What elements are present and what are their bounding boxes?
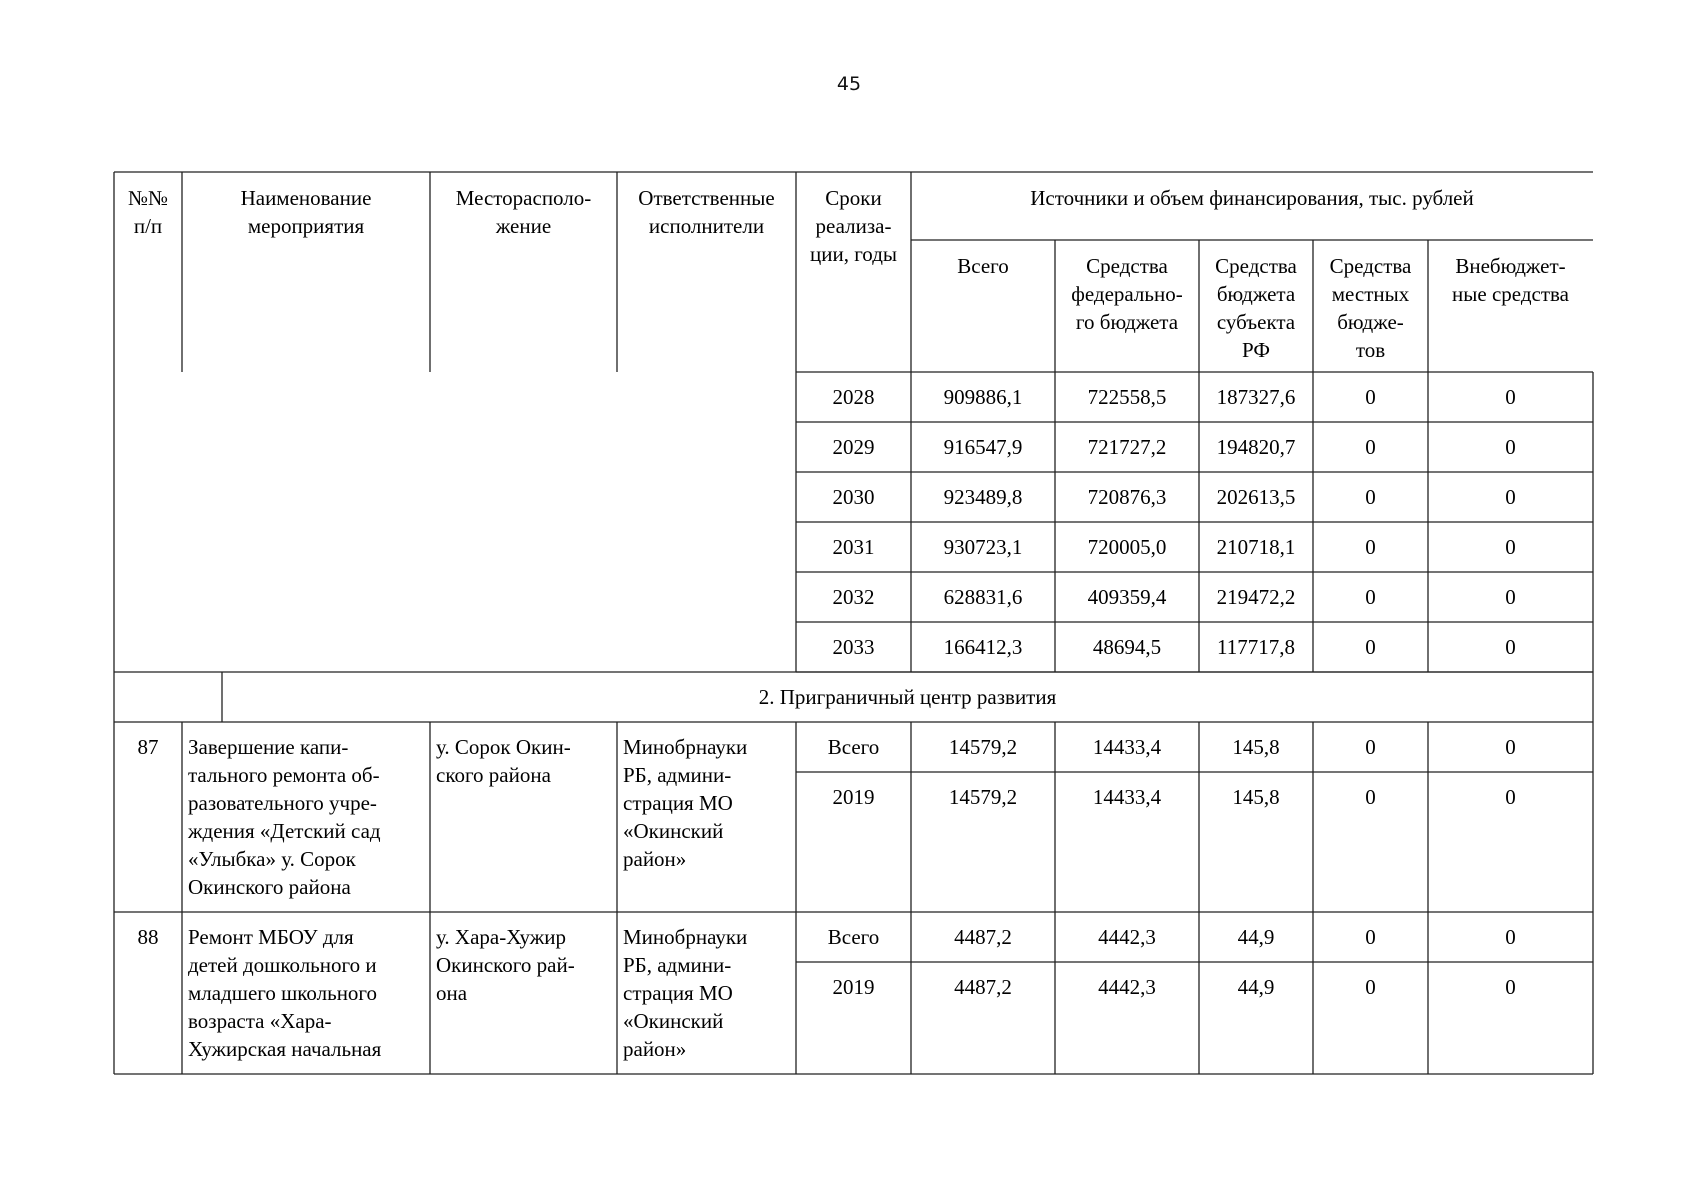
continuation-row-5-offbudget: 0 <box>1505 635 1516 659</box>
continuation-row-4-subject: 219472,2 <box>1216 585 1296 609</box>
continuation-row-5-total: 166412,3 <box>943 635 1023 659</box>
continuation-row-3-subject: 210718,1 <box>1216 535 1296 559</box>
header-financing-sources: Источники и объем финансирования, тыс. рублей <box>1030 186 1474 210</box>
continuation-row-4-local: 0 <box>1365 585 1376 609</box>
entry-88-row-1-year: 2019 <box>832 975 875 999</box>
entry-87-row-1-total: 14579,2 <box>948 785 1018 809</box>
continuation-row-4-federal: 409359,4 <box>1087 585 1167 609</box>
continuation-row-0-year: 2028 <box>832 385 875 409</box>
continuation-row-3-local: 0 <box>1365 535 1376 559</box>
continuation-row-4-total: 628831,6 <box>943 585 1023 609</box>
entry-88-number: 88 <box>137 925 159 949</box>
header-local-budgets: Средства местных бюдже- тов <box>1329 254 1412 362</box>
continuation-row-1-local: 0 <box>1365 435 1376 459</box>
entry-87-event-name: Завершение капи- тального ремонта об- разовательного учре- ждения «Детский сад «Улыбка» у. Сорок Окинского района <box>188 735 381 899</box>
continuation-row-5-subject: 117717,8 <box>1217 635 1295 659</box>
entry-87-row-1-subject: 145,8 <box>1232 785 1280 809</box>
header-event-name: Наименование мероприятия <box>240 186 372 238</box>
entry-88-row-1-local: 0 <box>1365 975 1376 999</box>
continuation-row-4-offbudget: 0 <box>1505 585 1516 609</box>
entry-87-row-0-local: 0 <box>1365 735 1376 759</box>
entry-87-row-1-local: 0 <box>1365 785 1376 809</box>
header-federal-budget: Средства федерально- го бюджета <box>1071 254 1183 334</box>
continuation-row-2-federal: 720876,3 <box>1087 485 1167 509</box>
entry-87-location: у. Сорок Окин- ского района <box>436 735 571 787</box>
continuation-row-0-local: 0 <box>1365 385 1376 409</box>
entry-88-row-1-federal: 4442,3 <box>1098 975 1156 999</box>
entry-88-row-1-offbudget: 0 <box>1505 975 1516 999</box>
page-number: 45 <box>836 73 862 95</box>
header-subject-budget: Средства бюджета субъекта РФ <box>1215 254 1297 362</box>
entry-88-event-name: Ремонт МБОУ для детей дошкольного и младшего школьного возраста «Хара- Хужирская начальная <box>188 925 382 1061</box>
header-executors: Ответственные исполнители <box>638 186 775 238</box>
continuation-row-2-year: 2030 <box>832 485 875 509</box>
header-location: Месторасполо- жение <box>455 186 592 238</box>
header-terms: Сроки реализа- ции, годы <box>810 186 897 266</box>
entry-87-executors: Минобрнауки РБ, админи- страция МО «Окинский район» <box>623 735 748 871</box>
section-title: 2. Приграничный центр развития <box>758 685 1057 709</box>
continuation-row-0-total: 909886,1 <box>943 385 1023 409</box>
entry-88-row-0-local: 0 <box>1365 925 1376 949</box>
entry-87-row-1-federal: 14433,4 <box>1092 785 1162 809</box>
entry-87-row-0-offbudget: 0 <box>1505 735 1516 759</box>
continuation-row-1-total: 916547,9 <box>943 435 1023 459</box>
continuation-row-3-total: 930723,1 <box>943 535 1023 559</box>
continuation-row-2-total: 923489,8 <box>943 485 1023 509</box>
continuation-row-1-year: 2029 <box>832 435 875 459</box>
continuation-row-1-federal: 721727,2 <box>1087 435 1167 459</box>
entry-87-row-0-year: Всего <box>827 735 880 759</box>
continuation-row-3-offbudget: 0 <box>1505 535 1516 559</box>
entry-88-row-1-total: 4487,2 <box>954 975 1012 999</box>
entry-88-row-0-total: 4487,2 <box>954 925 1012 949</box>
continuation-row-2-subject: 202613,5 <box>1216 485 1296 509</box>
continuation-row-5-year: 2033 <box>832 635 875 659</box>
continuation-row-1-subject: 194820,7 <box>1216 435 1296 459</box>
continuation-row-3-year: 2031 <box>832 535 875 559</box>
entry-88-row-0-subject: 44,9 <box>1237 925 1275 949</box>
entry-88-row-0-year: Всего <box>827 925 880 949</box>
continuation-row-5-local: 0 <box>1365 635 1376 659</box>
entry-88-location: у. Хара-Хужир Окинского рай- она <box>436 925 575 1005</box>
continuation-row-1-offbudget: 0 <box>1505 435 1516 459</box>
entry-87-number: 87 <box>137 735 159 759</box>
continuation-row-3-federal: 720005,0 <box>1087 535 1167 559</box>
continuation-row-0-subject: 187327,6 <box>1216 385 1296 409</box>
continuation-row-2-local: 0 <box>1365 485 1376 509</box>
entry-88-executors: Минобрнауки РБ, админи- страция МО «Окинский район» <box>623 925 748 1061</box>
continuation-row-5-federal: 48694,5 <box>1092 635 1162 659</box>
entry-88-row-1-subject: 44,9 <box>1237 975 1275 999</box>
header-number: №№ п/п <box>127 186 169 238</box>
entry-87-row-1-offbudget: 0 <box>1505 785 1516 809</box>
header-off-budget: Внебюджет- ные средства <box>1452 254 1569 306</box>
entry-88-row-0-offbudget: 0 <box>1505 925 1516 949</box>
continuation-row-0-federal: 722558,5 <box>1087 385 1167 409</box>
entry-87-row-0-subject: 145,8 <box>1232 735 1280 759</box>
entry-87-row-0-federal: 14433,4 <box>1092 735 1162 759</box>
entry-87-row-0-total: 14579,2 <box>948 735 1018 759</box>
entry-87-row-1-year: 2019 <box>832 785 875 809</box>
continuation-row-0-offbudget: 0 <box>1505 385 1516 409</box>
header-total: Всего <box>957 254 1009 278</box>
continuation-row-4-year: 2032 <box>832 585 875 609</box>
continuation-row-2-offbudget: 0 <box>1505 485 1516 509</box>
entry-88-row-0-federal: 4442,3 <box>1098 925 1156 949</box>
